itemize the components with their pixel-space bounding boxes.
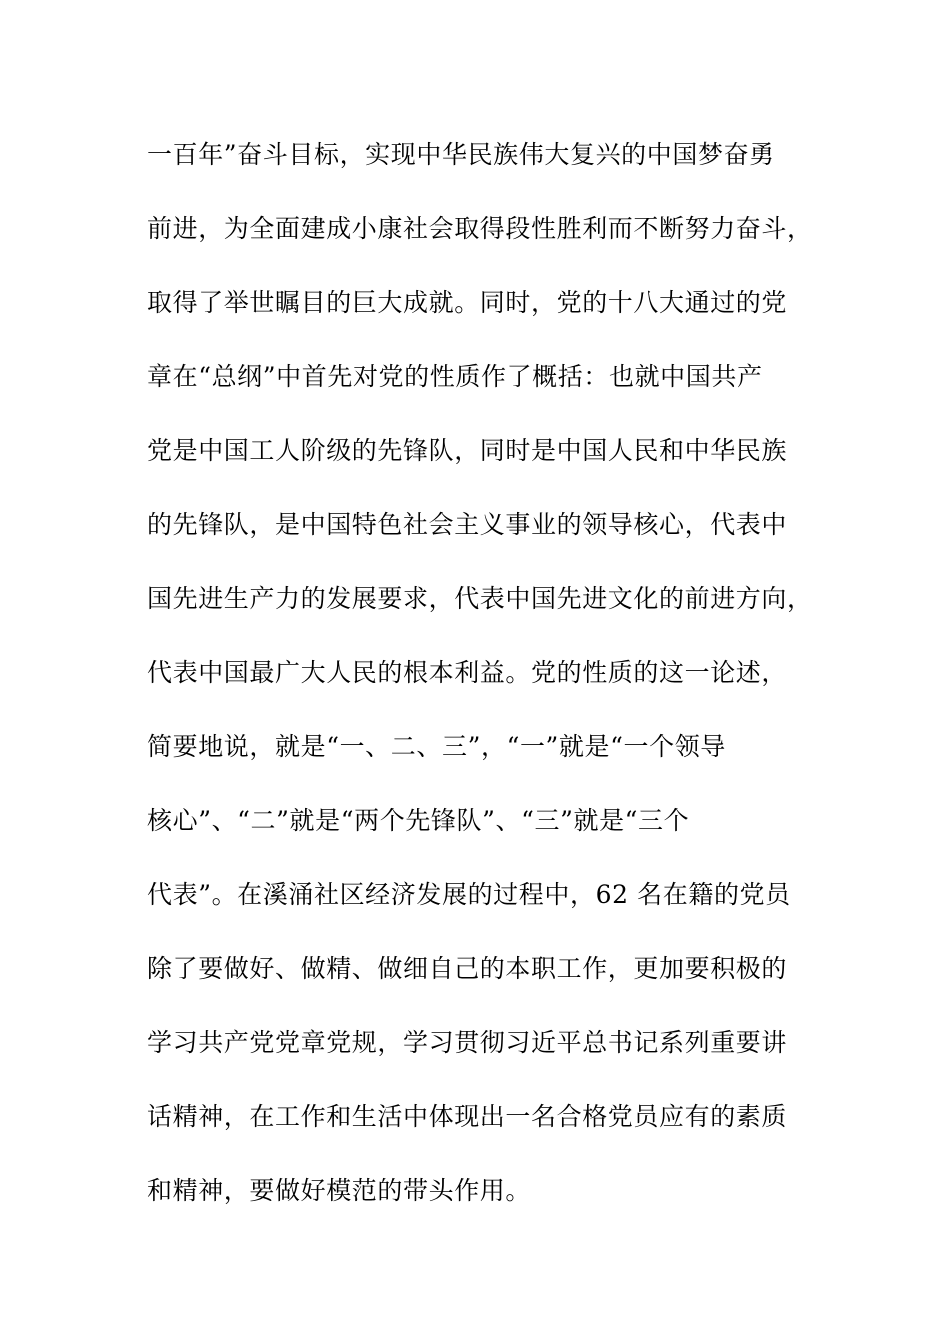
text-line: 的先锋队，是中国特色社会主义事业的领导核心，代表中 xyxy=(147,510,788,539)
text-line: 和精神，要做好模范的带头作用。 xyxy=(147,1176,532,1205)
text-line: 除了要做好、做精、做细自己的本职工作，更加要积极的 xyxy=(147,954,788,983)
text-line: 前进，为全面建成小康社会取得段性胜利而不断努力奋斗， xyxy=(147,214,813,243)
text-line: 取得了举世瞩目的巨大成就。同时，党的十八大通过的党 xyxy=(147,288,788,317)
text-line: 学习共产党党章党规，学习贯彻习近平总书记系列重要讲 xyxy=(147,1028,788,1057)
text-line: 章在“总纲”中首先对党的性质作了概括：也就中国共产 xyxy=(147,362,763,391)
text-line: 国先进生产力的发展要求，代表中国先进文化的前进方向， xyxy=(147,584,813,613)
text-line: 核心”、“二”就是“两个先锋队”、“三”就是“三个 xyxy=(147,806,690,835)
text-line: 代表”。在溪涌社区经济发展的过程中，62 名在籍的党员 xyxy=(147,880,791,909)
body-paragraph xyxy=(147,134,827,1244)
text-line: 简要地说，就是“一、二、三”，“一”就是“一个领导 xyxy=(147,732,726,761)
text-line: 一百年”奋斗目标，实现中华民族伟大复兴的中国梦奋勇 xyxy=(147,140,775,169)
text-line: 党是中国工人阶级的先锋队，同时是中国人民和中华民族 xyxy=(147,436,788,465)
text-line: 话精神，在工作和生活中体现出一名合格党员应有的素质 xyxy=(147,1102,788,1131)
text-line: 代表中国最广大人民的根本利益。党的性质的这一论述， xyxy=(147,658,788,687)
